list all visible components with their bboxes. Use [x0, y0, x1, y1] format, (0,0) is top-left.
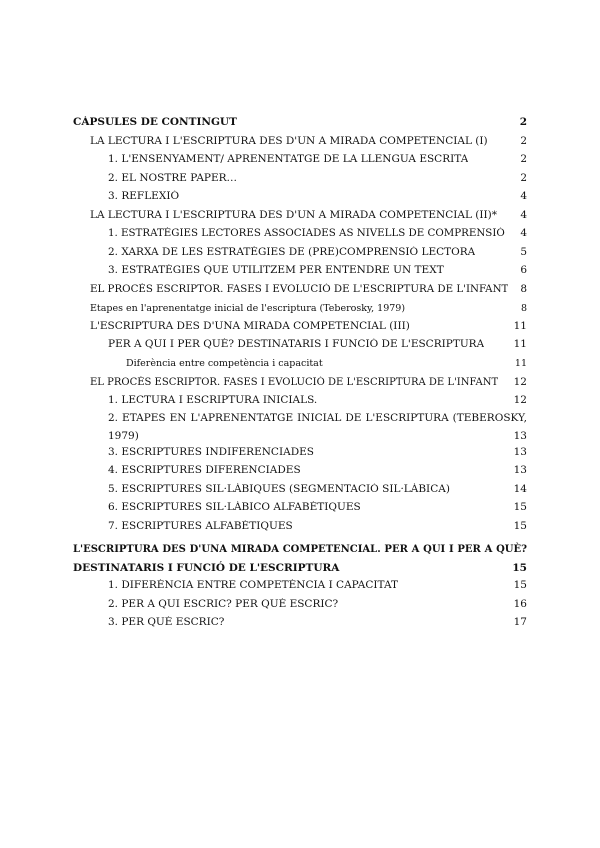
toc-entry-level1[interactable]	[90, 376, 527, 389]
toc-entry-page: 14	[513, 483, 527, 495]
toc-entry-level2[interactable]	[108, 227, 527, 240]
toc-entry-title: 3. REFLEXIÓ	[108, 190, 180, 202]
toc-entry-level2[interactable]	[108, 172, 527, 185]
toc-entry-page: 4	[520, 190, 527, 202]
toc-entry-title: 1. ESTRATÈGIES LECTORES ASSOCIADES AS NIVELLS DE COMPRENSIÓ	[108, 227, 505, 239]
toc-entry-title: 7. ESCRIPTURES ALFABÈTIQUES	[108, 520, 293, 532]
toc-entry-title: 2. PER A QUI ESCRIC? PER QUÈ ESCRIC?	[108, 598, 339, 610]
toc-entry-level2[interactable]	[108, 264, 527, 277]
toc-entry-title-line2: 1979)	[108, 430, 139, 442]
toc-entry-page: 13	[513, 430, 527, 442]
toc-entry-level2-wrapped[interactable]	[108, 409, 527, 445]
toc-entry-page: 13	[513, 464, 527, 476]
toc-entry-title: Diferència entre competència i capacitat	[126, 358, 323, 369]
toc-entry-level2[interactable]	[108, 616, 527, 629]
toc-entry-title: 3. PER QUÈ ESCRIC?	[108, 616, 225, 628]
toc-entry-level2[interactable]	[108, 446, 527, 459]
toc-entry-title-line1: L'ESCRIPTURA DES D'UNA MIRADA COMPETENCIAL. PER A QUI I PER A QUÈ?	[73, 544, 527, 555]
toc-entry-page: 11	[513, 320, 527, 332]
toc-entry-title: Etapes en l'aprenentatge inicial de l'escriptura (Teberosky, 1979)	[90, 303, 406, 314]
toc-entry-title: L'ESCRIPTURA DES D'UNA MIRADA COMPETENCIAL (III)	[90, 320, 410, 332]
toc-entry-page: 8	[520, 283, 527, 295]
toc-entry-title: 1. LECTURA I ESCRIPTURA INICIALS.	[108, 394, 318, 406]
toc-entry-page: 5	[520, 246, 527, 258]
toc-entry-title: 3. ESCRIPTURES INDIFERENCIADES	[108, 446, 314, 458]
toc-entry-title: PER A QUI I PER QUÈ? DESTINATARIS I FUNCIÓ DE L'ESCRIPTURA	[108, 338, 485, 350]
toc-entry-title: 1. L'ENSENYAMENT/ APRENENTATGE DE LA LLENGUA ESCRITA	[108, 153, 469, 165]
toc-entry-level3[interactable]	[126, 357, 527, 370]
toc-entry-level2[interactable]	[108, 246, 527, 259]
toc-entry-page: 11	[514, 358, 527, 369]
toc-entry-page: 4	[520, 209, 527, 221]
toc-entry-title: 4. ESCRIPTURES DIFERENCIADES	[108, 464, 301, 476]
toc-entry-page: 15	[513, 501, 527, 513]
toc-entry-page: 15	[513, 579, 527, 591]
toc-entry-level1[interactable]	[90, 283, 527, 296]
toc-entry-level1[interactable]	[90, 135, 527, 148]
toc-heading-title: CÀPSULES DE CONTINGUT	[73, 116, 237, 128]
toc-entry-title: LA LECTURA I L'ESCRIPTURA DES D'UN A MIRADA COMPETENCIAL (I)	[90, 135, 488, 147]
toc-entry-level2[interactable]	[108, 153, 527, 166]
toc-entry-level2[interactable]	[108, 483, 527, 496]
toc-entry-title: 2. EL NOSTRE PAPER…	[108, 172, 238, 184]
toc-entry-level2[interactable]	[108, 190, 527, 203]
toc-entry-title: LA LECTURA I L'ESCRIPTURA DES D'UN A MIRADA COMPETENCIAL (II)*	[90, 209, 498, 221]
toc-entry-page: 2	[520, 172, 527, 184]
toc-entry-title: EL PROCÉS ESCRIPTOR. FASES I EVOLUCIÓ DE L'ESCRIPTURA DE L'INFANT	[90, 283, 509, 295]
toc-entry-page: 11	[513, 338, 527, 350]
toc-entry-page: 15	[512, 562, 527, 574]
toc-entry-title: 6. ESCRIPTURES SIL·LÀBICO ALFABÈTIQUES	[108, 501, 361, 513]
toc-entry-page: 15	[513, 520, 527, 532]
toc-entry-level2[interactable]	[108, 464, 527, 477]
toc-heading[interactable]	[73, 116, 527, 129]
toc-entry-title: 1. DIFERÈNCIA ENTRE COMPETÈNCIA I CAPACITAT	[108, 579, 398, 591]
toc-entry-page: 2	[520, 153, 527, 165]
toc-entry-page: 6	[520, 264, 527, 276]
toc-entry-title: 3. ESTRATÈGIES QUE UTILITZEM PER ENTENDRE UN TEXT	[108, 264, 444, 276]
toc-entry-page: 12	[513, 394, 527, 406]
toc-entry-level1[interactable]	[90, 209, 527, 222]
toc-entry-level0-wrapped[interactable]	[73, 541, 527, 577]
toc-entry-page: 8	[520, 303, 527, 314]
toc-entry-level1[interactable]	[90, 302, 527, 315]
toc-entry-level2[interactable]	[108, 394, 527, 407]
toc-entry-level2[interactable]	[108, 579, 527, 592]
toc-entry-level2[interactable]	[108, 520, 527, 533]
toc-entry-page: 13	[513, 446, 527, 458]
toc-entry-page: 16	[513, 598, 527, 610]
toc-entry-title: 5. ESCRIPTURES SIL·LÀBIQUES (SEGMENTACIÓ SIL·LÀBICA)	[108, 483, 450, 495]
toc-entry-page: 12	[513, 376, 527, 388]
toc-entry-page: 4	[520, 227, 527, 239]
toc-entry-page: 17	[513, 616, 527, 628]
toc-entry-title: 2. XARXA DE LES ESTRATÈGIES DE (PRE)COMPRENSIÓ LECTORA	[108, 246, 476, 258]
toc-entry-page: 2	[520, 135, 527, 147]
toc-entry-level2[interactable]	[108, 598, 527, 611]
toc-entry-level2[interactable]	[108, 501, 527, 514]
toc-entry-title: EL PROCÉS ESCRIPTOR. FASES I EVOLUCIÓ DE L'ESCRIPTURA DE L'INFANT	[90, 377, 499, 388]
toc-entry-title-line2: DESTINATARIS I FUNCIÓ DE L'ESCRIPTURA	[73, 562, 340, 574]
toc-entry-level1[interactable]	[90, 320, 527, 333]
toc-entry-level2[interactable]	[108, 338, 527, 351]
toc-heading-page: 2	[519, 116, 527, 128]
toc-entry-title-line1: 2. ETAPES EN L'APRENENTATGE INICIAL DE L'ESCRIPTURA (TEBEROSKY,	[108, 412, 527, 424]
